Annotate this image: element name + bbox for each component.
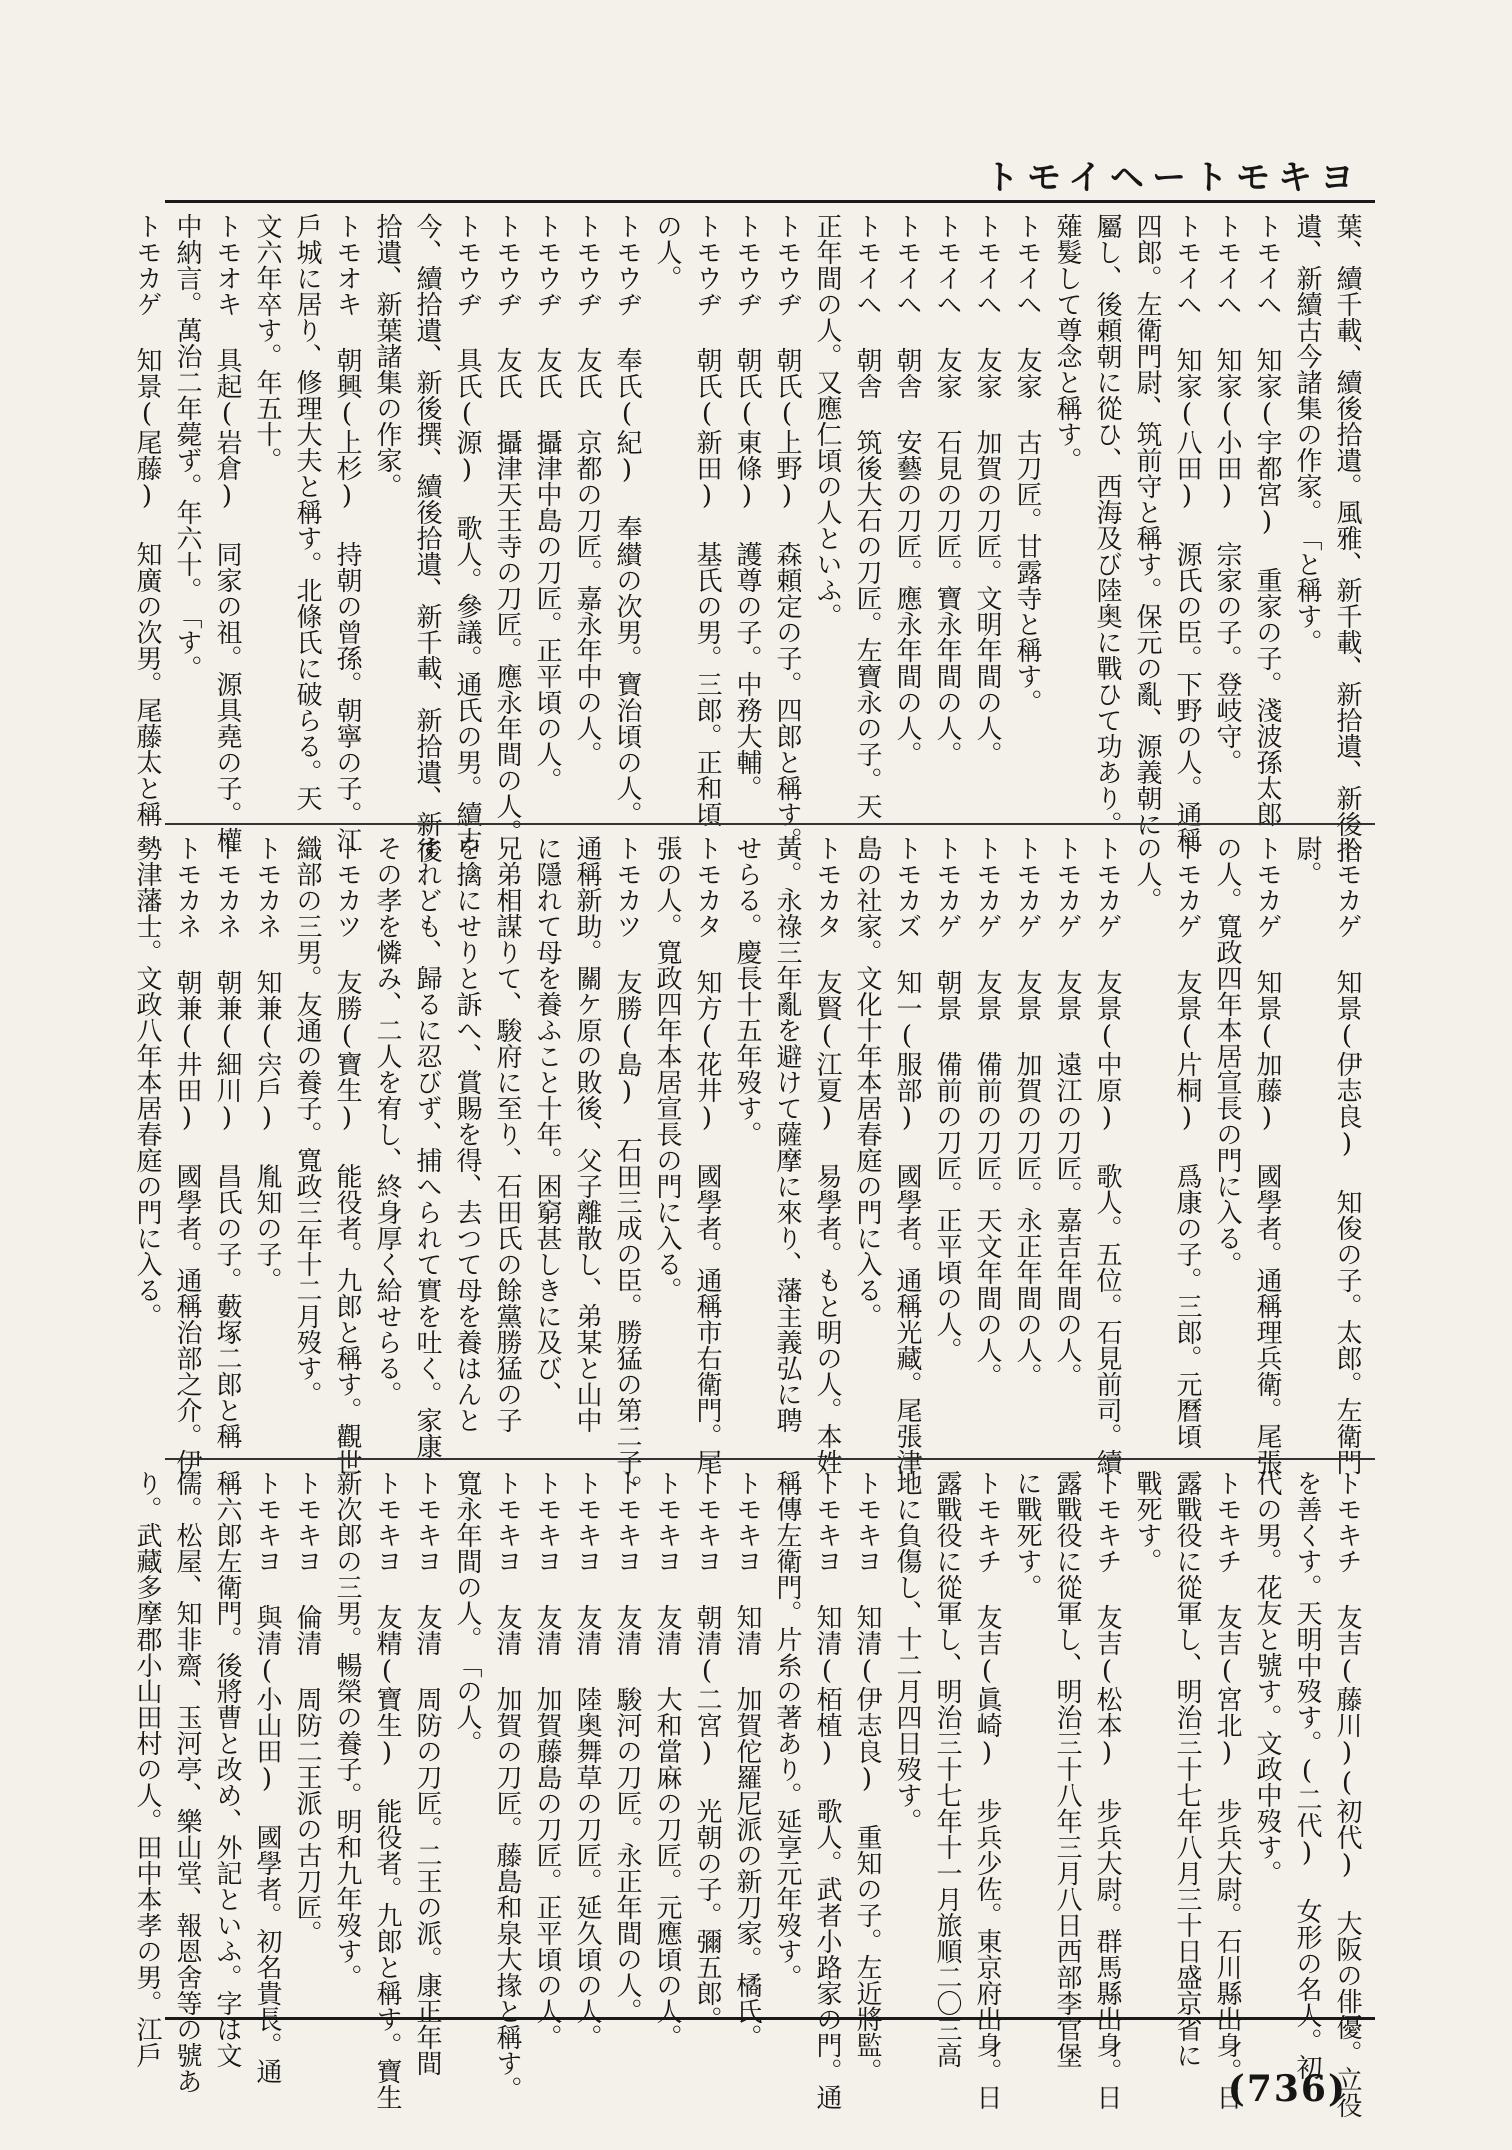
- text-column: 中納言。萬治二年薨ず。年六十。 「す。: [172, 213, 202, 681]
- text-column: トモカゲ 友景 備前の刀匠。天文年間の人。: [972, 835, 1002, 1389]
- text-column: トモカツ 友勝(寶生) 能役者。九郎と稱す。觀世: [332, 835, 362, 1475]
- text-column: トモキヨ 知清(伊志良) 重知の子。左近將監。: [852, 1470, 882, 2084]
- text-column: トモカゲ 知景(加藤) 國學者。通稱理兵衛。尾張: [1252, 835, 1282, 1475]
- text-column: 尉。: [1292, 835, 1322, 887]
- text-column: トモカツ 友勝(島) 石田三成の臣。勝猛の第二子。: [612, 835, 642, 1501]
- text-column: 屬し、後頼朝に從ひ、西海及び陸奥に戰ひて功あり。: [1092, 213, 1122, 837]
- text-column: 拾遺、新葉諸集の作家。: [372, 213, 402, 499]
- text-column: トモキチ 友吉(藤川)(初代) 大阪の俳優。立役: [1332, 1470, 1362, 2118]
- text-column: トモウヂ 友氏 攝津中島の刀匠。正平頃の人。: [532, 213, 562, 793]
- text-column: 地に負傷し、十二月四日歿す。: [892, 1470, 922, 1834]
- text-column: トモカゲ 友景(片桐) 爲康の子。三郎。元曆頃: [1172, 835, 1202, 1449]
- page-number: (736): [1227, 2068, 1347, 2110]
- text-column: トモキヨ 友清 加賀の刀匠。藤島和泉大掾と稱す。: [492, 1470, 522, 2102]
- text-column: トモカゲ 朝景 備前の刀匠。正平頃の人。: [932, 835, 962, 1363]
- text-column: 露戰役に從軍し、明治三十七年十一月旅順二〇三高: [932, 1470, 962, 2068]
- text-column: トモカゲ 友景 遠江の刀匠。嘉吉年間の人。: [1052, 835, 1082, 1389]
- text-column: せらる。慶長十五年歿す。: [732, 835, 762, 1147]
- text-column: トモウヂ 友氏 京都の刀匠。嘉永年中の人。: [572, 213, 602, 767]
- text-column: トモキヨ 友清 大和當麻の刀匠。元應頃の人。: [652, 1470, 682, 2050]
- text-column: トモイヘ 知家(宇都宮) 重家の子。淺波孫太郎: [1252, 213, 1282, 827]
- text-column: 薙髮して尊念と稱す。: [1052, 213, 1082, 473]
- text-column: 稱傳左衛門。片糸の著あり。延享元年歿す。: [772, 1470, 802, 1990]
- text-column: の人。: [652, 213, 682, 291]
- text-column: に隱れて母を養ふこと十年。困窮甚しきに及び、: [532, 835, 562, 1407]
- text-column: トモキヨ 友精(寶生) 能役者。九郎と稱す。寶生: [372, 1470, 402, 2110]
- text-column: トモキヨ 友清 陸奥舞草の刀匠。延久頃の人。: [572, 1470, 602, 2050]
- text-column: トモウヂ 朝氏(新田) 基氏の男。三郎。正和頃: [692, 213, 722, 827]
- text-column: 代の男。花友と號す。文政中歿す。: [1252, 1470, 1282, 1886]
- text-column: トモキチ 友吉(松本) 步兵大尉。群馬縣出身。日: [1092, 1470, 1122, 2110]
- text-column: 寬永年間の人。 「の人。: [452, 1470, 482, 1756]
- text-column: トモイヘ 知家(八田) 源氏の臣。下野の人。通稱: [1172, 213, 1202, 853]
- text-column: を善くす。天明中歿す。(二代) 女形の名人。初: [1292, 1470, 1322, 2080]
- text-column: トモキヨ 朝清(二宮) 光朝の子。彌五郎。: [692, 1470, 722, 2032]
- text-column: トモキチ 友吉(眞崎) 步兵少佐。東京府出身。日: [972, 1470, 1002, 2110]
- text-column: り。武藏多摩郡小山田村の人。田中本孝の男。江戶: [132, 1470, 162, 2068]
- text-column: トモカタ 友賢(江夏) 易學者。もと明の人。本姓: [812, 835, 842, 1475]
- text-column: トモイヘ 朝舎 筑後大石の刀匠。左寶永の子。天: [852, 213, 882, 819]
- text-column: トモイヘ 知家(小田) 宗家の子。登岐守。: [1212, 213, 1242, 775]
- text-column: 今、續拾遺、新後撰、續後拾遺、新千載、新拾遺、新後: [412, 213, 442, 863]
- text-column: トモウヂ 友氏 攝津天王寺の刀匠。應永年間の人。: [492, 213, 522, 845]
- text-column: トモイヘ 友家 古刀匠。甘露寺と稱す。: [1012, 213, 1042, 715]
- text-column: 兄弟相謀りて、駿府に至り、石田氏の餘黨勝猛の子: [492, 835, 522, 1433]
- text-column: 島の社家。文化十年本居春庭の門に入る。: [852, 835, 882, 1329]
- text-column: トモキヨ 友清 周防の刀匠。二王の派。康正年間: [412, 1470, 442, 2076]
- text-column: 戶城に居り、修理大夫と稱す。北條氏に破らる。天: [292, 213, 322, 811]
- text-column: 露戰役に從軍し、明治三十八年三月八日西部李官堡: [1052, 1470, 1082, 2068]
- text-column: トモカタ 知方(花井) 國學者。通稱市右衛門。尾: [692, 835, 722, 1475]
- text-column: トモキヨ 知清(栢植) 歌人。武者小路家の門。通: [812, 1470, 842, 2110]
- text-band-middle: [132, 823, 1375, 1501]
- text-column: 露戰役に從軍し、明治三十七年八月三十日盛京省に: [1172, 1470, 1202, 2068]
- text-column: 四郎。左衛門尉、筑前守と稱す。保元の亂、源義朝に: [1132, 213, 1162, 837]
- text-column: トモキヨ 友清 加賀藤島の刀匠。正平頃の人。: [532, 1470, 562, 2050]
- text-column: トモキヨ 與清(小山田) 國學者。初名貴長。通: [252, 1470, 282, 2084]
- text-column: 遺、新續古今諸集の作家。 「と稱す。: [1292, 213, 1322, 655]
- text-column: に戰死す。: [1012, 1470, 1042, 1600]
- text-column: 稱六郎左衛門。後將曹と改め、外記といふ。字は文: [212, 1470, 242, 2068]
- running-header: トモイヘートモキヨ: [985, 158, 1362, 198]
- text-column: トモカネ 朝兼(細川) 昌氏の子。藪塚二郎と稱: [212, 835, 242, 1449]
- text-column: 戰死す。: [1132, 1470, 1162, 1574]
- text-column: トモキヨ 知清 加賀佗羅尼派の新刀家。橘氏。: [732, 1470, 762, 2050]
- text-column: トモキヨ 友清 駿河の刀匠。永正年間の人。: [612, 1470, 642, 2024]
- text-column: トモイヘ 友家 加賀の刀匠。文明年間の人。: [972, 213, 1002, 767]
- text-column: 儒。松屋、知非齋、玉河亭、樂山堂、報恩舍等の號あ: [172, 1470, 202, 2094]
- text-column: その孝を憐み、二人を宥し、終身厚く給せらる。: [372, 835, 402, 1407]
- text-band-top: [132, 203, 1375, 863]
- text-column: トモイヘ 朝舎 安藝の刀匠。應永年間の人。: [892, 213, 922, 767]
- text-column: トモイヘ 友家 石見の刀匠。寶永年間の人。: [932, 213, 962, 767]
- text-column: トモウヂ 朝氏(東條) 護尊の子。中務大輔。: [732, 213, 762, 801]
- text-column: 葉、續千載、續後拾遺。風雅、新千載、新拾遺、新後拾: [1332, 213, 1362, 863]
- text-column: トモカゲ 友景 加賀の刀匠。永正年間の人。: [1012, 835, 1042, 1389]
- text-column: トモカゲ 知景(伊志良) 知俊の子。太郎。左衛門: [1332, 835, 1362, 1475]
- text-column: トモカネ 朝兼(井田) 國學者。通稱治部之介。伊: [172, 835, 202, 1475]
- text-column: トモカネ 知兼(宍戶) 胤知の子。: [252, 835, 282, 1293]
- text-column: トモオキ 朝興(上杉) 持朝の曾孫。朝寧の子。江: [332, 213, 362, 853]
- text-column: トモカゲ 知景(尾藤) 知廣の次男。尾藤太と稱: [132, 213, 162, 827]
- text-column: を擒にせりと訴へ、賞賜を得、去つて母を養はんと: [452, 835, 482, 1433]
- text-column: の人。: [1132, 835, 1162, 913]
- text-column: トモキチ 友吉(宮北) 步兵大尉。石川縣出身。日: [1212, 1470, 1242, 2110]
- text-column: トモウヂ 奉氏(紀) 奉纉の次男。寶治頃の人。: [612, 213, 642, 827]
- text-column: 張の人。寬政四年本居宣長の門に入る。: [652, 835, 682, 1303]
- text-column: トモウヂ 具氏(源) 歌人。參議。通氏の男。續古: [452, 213, 482, 853]
- text-column: 文六年卒す。年五十。: [252, 213, 282, 473]
- text-column: トモキヨ 倫清 周防二王派の古刀匠。: [292, 1470, 322, 1946]
- text-column: トモウヂ 朝氏(上野) 森頼定の子。四郎と稱す。: [772, 213, 802, 853]
- text-column: トモオキ 具起(岩倉) 同家の祖。源具堯の子。權: [212, 213, 242, 853]
- text-column: 黃。永祿三年亂を避けて薩摩に來り、藩主義弘に聘: [772, 835, 802, 1433]
- text-column: 新次郎の三男。暢榮の養子。明和九年歿す。: [332, 1470, 362, 1990]
- text-column: 勢津藩士。文政八年本居春庭の門に入る。: [132, 835, 162, 1329]
- text-column: トモカゲ 友景(中原) 歌人。五位。石見前司。續: [1092, 835, 1122, 1475]
- text-column: すれども、歸るに忍びず、捕へられて實を吐く。家康: [412, 835, 442, 1459]
- text-column: の人。寬政四年本居宣長の門に入る。: [1212, 835, 1242, 1277]
- text-column: トモカズ 知一(服部) 國學者。通稱光藏。尾張津: [892, 835, 922, 1475]
- text-column: 通稱新助。關ケ原の敗後、父子離散し、弟某と山中: [572, 835, 602, 1433]
- text-column: 織部の三男。友通の養子。寬政三年十二月歿す。: [292, 835, 322, 1407]
- text-column: 正年間の人。又應仁頃の人といふ。: [812, 213, 842, 629]
